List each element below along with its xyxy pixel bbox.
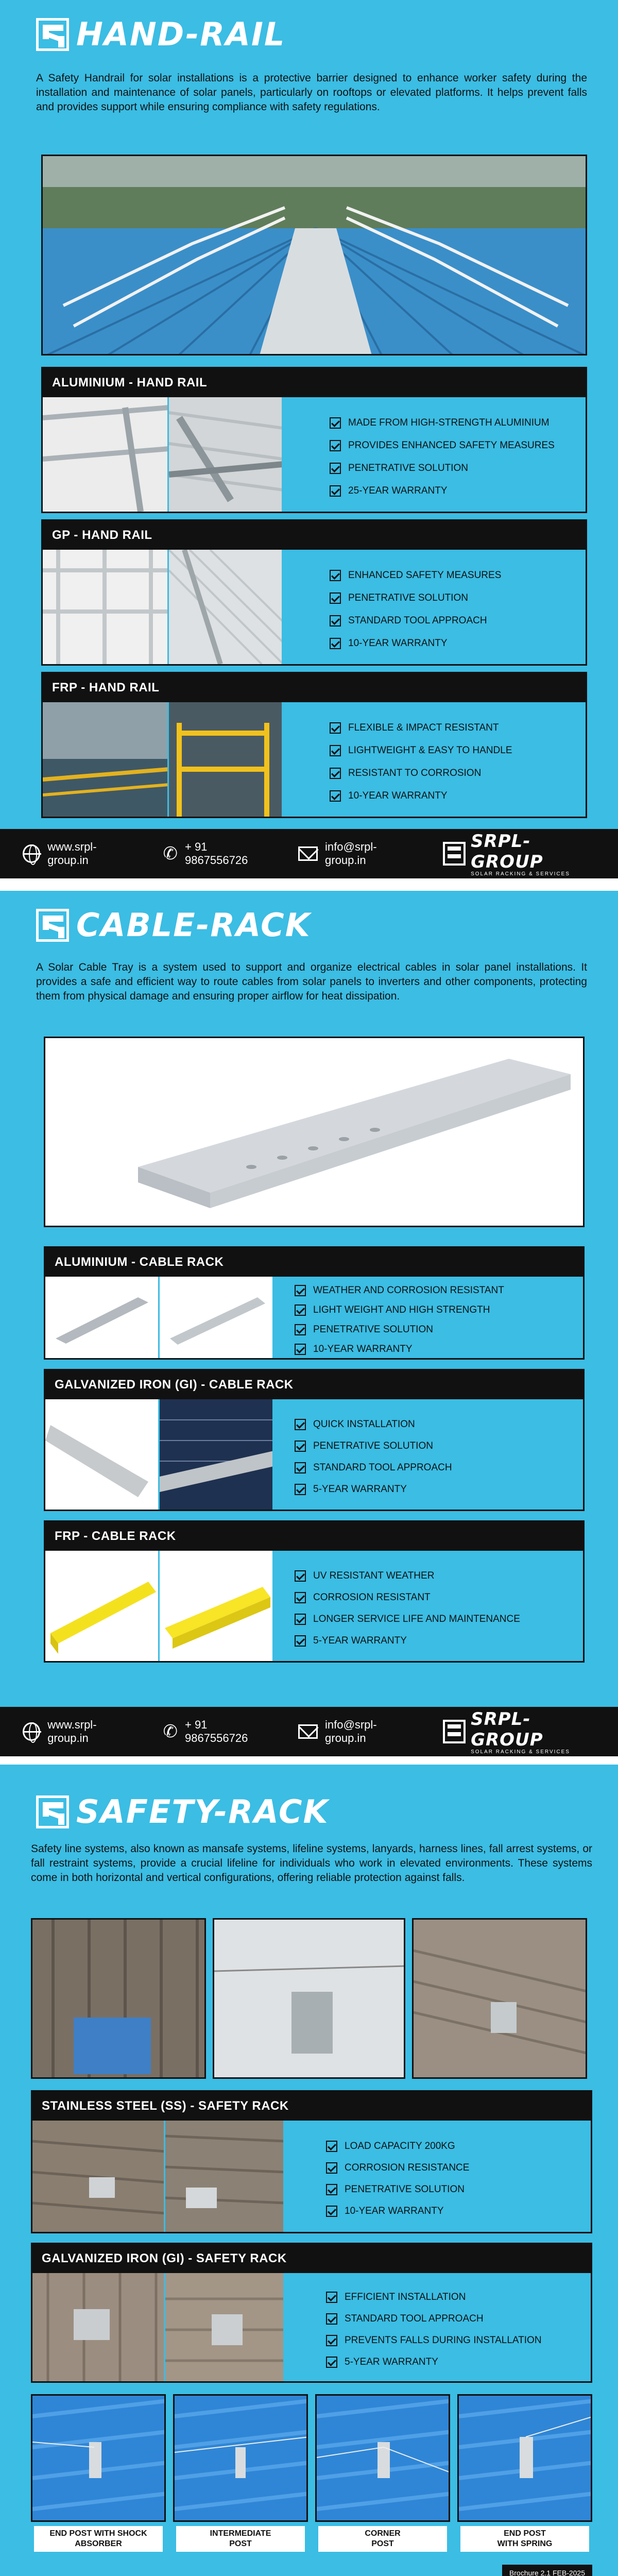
feature-text: 5-YEAR WARRANTY: [313, 1484, 407, 1495]
feature-text: CORROSION RESISTANCE: [345, 2162, 470, 2173]
feature-text: STANDARD TOOL APPROACH: [345, 2313, 484, 2324]
page-gap: [0, 878, 618, 891]
safetyrack-page: [0, 1765, 618, 2576]
page-title: SAFETY-RACK: [76, 1793, 329, 1831]
safety-photo-1: [31, 1918, 206, 2079]
brand-logo: [443, 831, 595, 877]
post-label-corner: [318, 2526, 447, 2552]
page-gap: [0, 1756, 618, 1765]
post-card-corner: [315, 2394, 450, 2522]
page-title: CABLE-RACK: [76, 906, 311, 944]
list-item: [295, 1419, 583, 1430]
feature-text: PENETRATIVE SOLUTION: [348, 463, 468, 473]
list-item: [295, 1285, 583, 1296]
list-item: [330, 592, 586, 604]
gi-safety-photo-2: [165, 2273, 285, 2381]
feature-text: PROVIDES ENHANCED SAFETY MEASURES: [348, 440, 555, 451]
feature-text: PENETRATIVE SOLUTION: [348, 592, 468, 603]
feature-text: WEATHER AND CORROSION RESISTANT: [313, 1285, 504, 1296]
page-footer: [0, 829, 618, 878]
checkbox-icon: [295, 1440, 306, 1452]
checkbox-icon: [326, 2184, 337, 2195]
list-item: [330, 638, 586, 649]
checkbox-icon: [330, 745, 341, 756]
list-item: [330, 417, 586, 429]
aluminium-rack-photo-2: [160, 1277, 274, 1358]
email-link[interactable]: [298, 1718, 412, 1745]
gi-rack-photo-1: [45, 1399, 160, 1510]
post-label-line: END POST: [504, 2529, 546, 2538]
website-link[interactable]: [23, 1718, 132, 1745]
feature-list: [283, 550, 586, 664]
gi-safety-photo-1: [32, 2273, 165, 2381]
feature-list: [285, 2273, 591, 2381]
post-label-line: WITH SPRING: [497, 2539, 553, 2548]
aluminium-rail-photo-2: [169, 397, 283, 512]
website-text: www.srpl-group.in: [47, 1718, 97, 1744]
feature-text: STANDARD TOOL APPROACH: [348, 615, 487, 626]
feature-text: EFFICIENT INSTALLATION: [345, 2292, 466, 2302]
checkbox-icon: [330, 722, 341, 734]
feature-list: [274, 1399, 583, 1510]
list-item: [295, 1324, 583, 1335]
srpl-logo-icon: [443, 842, 466, 866]
list-item: [330, 768, 586, 779]
feature-text: LONGER SERVICE LIFE AND MAINTENANCE: [313, 1614, 520, 1624]
frp-rack-photo-1: [45, 1551, 160, 1661]
checkbox-icon: [330, 440, 341, 451]
checkbox-icon: [326, 2335, 337, 2346]
list-item: [295, 1614, 583, 1625]
feature-text: LIGHT WEIGHT AND HIGH STRENGTH: [313, 1304, 490, 1315]
srpl-logo-icon: [36, 1795, 69, 1828]
section-aluminium-cable-rack: [44, 1246, 585, 1360]
feature-text: UV RESISTANT WEATHER: [313, 1570, 435, 1581]
srpl-logo-icon: [36, 909, 69, 942]
cablerack-page: [0, 891, 618, 1756]
list-item: [326, 2292, 591, 2303]
feature-text: 10-YEAR WARRANTY: [313, 1344, 413, 1354]
checkbox-icon: [330, 463, 341, 474]
list-item: [295, 1570, 583, 1582]
post-label-line: INTERMEDIATE: [210, 2529, 271, 2538]
checkbox-icon: [295, 1570, 306, 1582]
feature-text: CORROSION RESISTANT: [313, 1592, 431, 1603]
brochure-version-badge: Brochure 2.1 FEB-2025: [502, 2565, 592, 2576]
feature-text: 10-YEAR WARRANTY: [345, 2206, 444, 2216]
page-title: HAND-RAIL: [76, 15, 286, 53]
section-heading: ALUMINIUM - HAND RAIL: [43, 368, 586, 397]
globe-icon: [23, 1722, 40, 1741]
phone-link[interactable]: [163, 1718, 267, 1745]
checkbox-icon: [295, 1419, 306, 1430]
frp-rack-photo-2: [160, 1551, 274, 1661]
cable-tray-photo: [45, 1038, 585, 1227]
checkbox-icon: [330, 768, 341, 779]
section-heading: GALVANIZED IRON (GI) - CABLE RACK: [45, 1370, 583, 1399]
list-item: [295, 1484, 583, 1495]
list-item: [326, 2313, 591, 2325]
website-link[interactable]: [23, 840, 132, 867]
checkbox-icon: [326, 2206, 337, 2217]
ss-rack-photo-1: [32, 2121, 165, 2232]
checkbox-icon: [330, 592, 341, 604]
checkbox-icon: [330, 638, 341, 649]
post-label-end-shock: [34, 2526, 163, 2552]
brand-tagline: SOLAR RACKING & SERVICES: [471, 1749, 570, 1755]
feature-text: 5-YEAR WARRANTY: [313, 1635, 407, 1646]
feature-text: FLEXIBLE & IMPACT RESISTANT: [348, 722, 499, 733]
checkbox-icon: [295, 1484, 306, 1495]
feature-text: ENHANCED SAFETY MEASURES: [348, 570, 502, 581]
post-card-end-spring: [457, 2394, 592, 2522]
phone-text: + 91 9867556726: [184, 840, 248, 867]
checkbox-icon: [330, 485, 341, 497]
feature-text: PENETRATIVE SOLUTION: [345, 2184, 465, 2195]
list-item: [330, 485, 586, 497]
gp-rail-photo-1: [43, 550, 169, 664]
phone-icon: ✆: [163, 844, 178, 863]
post-card-end-shock: [31, 2394, 166, 2522]
website-text: www.srpl-group.in: [47, 840, 97, 867]
list-item: [330, 790, 586, 802]
ss-rack-photo-2: [165, 2121, 285, 2232]
intro-paragraph: Safety line systems, also known as mansafe systems, lifeline systems, lanyards, harness lines, fall arrest systems, or fall restraint systems, provide a crucial lifeline for individuals who work in elevated environments. These systems come in both horizontal and vertical configurations, offering reliable protection against falls.: [31, 1843, 592, 1884]
checkbox-icon: [295, 1614, 306, 1625]
safety-photo-2: [213, 1918, 405, 2079]
feature-text: STANDARD TOOL APPROACH: [313, 1462, 452, 1473]
list-item: [330, 463, 586, 474]
post-label-line: END POST WITH SHOCK: [49, 2529, 147, 2538]
handrail-title-row: [36, 15, 285, 53]
list-item: [330, 615, 586, 626]
list-item: [326, 2184, 591, 2195]
checkbox-icon: [295, 1285, 306, 1296]
section-heading: ALUMINIUM - CABLE RACK: [45, 1248, 583, 1277]
feature-text: LIGHTWEIGHT & EASY TO HANDLE: [348, 745, 512, 756]
feature-list: [283, 702, 586, 817]
post-label-line: POST: [371, 2539, 394, 2548]
feature-list: [283, 397, 586, 512]
checkbox-icon: [326, 2162, 337, 2174]
checkbox-icon: [295, 1462, 306, 1473]
feature-text: PENETRATIVE SOLUTION: [313, 1324, 433, 1335]
cablerack-title-row: [36, 906, 311, 944]
email-link[interactable]: [298, 840, 412, 867]
brand-logo: [443, 1709, 595, 1755]
hero-image: [41, 155, 587, 355]
mail-icon: [298, 1724, 318, 1739]
list-item: [295, 1304, 583, 1316]
aluminium-rail-photo-1: [43, 397, 169, 512]
list-item: [326, 2335, 591, 2346]
section-aluminium-hand-rail: [41, 367, 587, 513]
srpl-logo-icon: [443, 1720, 466, 1743]
page-footer: [0, 1707, 618, 1756]
aluminium-rack-photo-1: [45, 1277, 160, 1358]
frp-rail-photo-1: [43, 702, 169, 817]
feature-text: 10-YEAR WARRANTY: [348, 638, 448, 649]
mail-icon: [298, 846, 318, 861]
feature-text: PREVENTS FALLS DURING INSTALLATION: [345, 2335, 542, 2346]
globe-icon: [23, 844, 40, 863]
feature-text: 25-YEAR WARRANTY: [348, 485, 448, 496]
safetyrack-title-row: [36, 1793, 329, 1831]
list-item: [295, 1344, 583, 1355]
brand-name: SRPL-GROUP: [471, 1708, 543, 1750]
section-heading: FRP - CABLE RACK: [45, 1522, 583, 1551]
section-gi-safety-rack: [31, 2243, 592, 2383]
list-item: [326, 2206, 591, 2217]
post-label-line: POST: [229, 2539, 252, 2548]
checkbox-icon: [330, 615, 341, 626]
list-item: [330, 440, 586, 451]
list-item: [330, 722, 586, 734]
list-item: [295, 1440, 583, 1452]
section-gp-hand-rail: [41, 519, 587, 666]
srpl-logo-icon: [36, 18, 69, 51]
phone-icon: ✆: [163, 1722, 178, 1741]
section-gi-cable-rack: [44, 1369, 585, 1511]
feature-list: [274, 1551, 583, 1661]
feature-text: QUICK INSTALLATION: [313, 1419, 415, 1430]
feature-text: RESISTANT TO CORROSION: [348, 768, 482, 778]
list-item: [295, 1592, 583, 1603]
list-item: [326, 2141, 591, 2152]
intro-paragraph: A Solar Cable Tray is a system used to support and organize electrical cables in solar panel installations. It provides a safe and efficient way to route cables from solar panels to inverters and other components, protecting them from physical damage and ensuring proper airflow for heat dissipation.: [36, 961, 587, 1002]
post-card-intermediate: [173, 2394, 308, 2522]
email-text: info@srpl-group.in: [325, 840, 377, 867]
frp-rail-photo-2: [169, 702, 283, 817]
section-heading: GALVANIZED IRON (GI) - SAFETY RACK: [32, 2244, 591, 2273]
section-heading: GP - HAND RAIL: [43, 521, 586, 550]
feature-text: LOAD CAPACITY 200KG: [345, 2141, 455, 2151]
section-heading: STAINLESS STEEL (SS) - SAFETY RACK: [32, 2092, 591, 2121]
list-item: [295, 1635, 583, 1647]
phone-link[interactable]: [163, 840, 267, 867]
checkbox-icon: [326, 2313, 337, 2325]
checkbox-icon: [295, 1635, 306, 1647]
checkbox-icon: [326, 2357, 337, 2368]
email-text: info@srpl-group.in: [325, 1718, 377, 1744]
checkbox-icon: [330, 417, 341, 429]
intro-paragraph: A Safety Handrail for solar installations is a protective barrier designed to enhance worker safety during the installation and maintenance of solar panels, particularly on rooftops or elevated platforms. It helps prevent falls and provides support while ensuring compliance with safety regulations.: [36, 72, 587, 113]
feature-list: [274, 1277, 583, 1358]
post-label-line: CORNER: [365, 2529, 401, 2538]
feature-list: [285, 2121, 591, 2232]
brand-tagline: SOLAR RACKING & SERVICES: [471, 871, 570, 877]
post-label-intermediate: [176, 2526, 305, 2552]
gi-rack-photo-2: [160, 1399, 274, 1510]
feature-text: PENETRATIVE SOLUTION: [313, 1440, 433, 1451]
checkbox-icon: [326, 2141, 337, 2152]
list-item: [330, 570, 586, 581]
list-item: [326, 2162, 591, 2174]
checkbox-icon: [295, 1324, 306, 1335]
phone-text: + 91 9867556726: [184, 1718, 248, 1744]
safety-photo-3: [412, 1918, 587, 2079]
feature-text: MADE FROM HIGH-STRENGTH ALUMINIUM: [348, 417, 550, 428]
checkbox-icon: [330, 790, 341, 802]
gp-rail-photo-2: [169, 550, 283, 664]
checkbox-icon: [295, 1344, 306, 1355]
checkbox-icon: [330, 570, 341, 581]
rooftop-handrail-photo: [43, 156, 587, 355]
section-frp-cable-rack: [44, 1520, 585, 1663]
list-item: [326, 2357, 591, 2368]
hero-image: [44, 1037, 585, 1227]
section-heading: FRP - HAND RAIL: [43, 673, 586, 702]
section-frp-hand-rail: [41, 672, 587, 818]
list-item: [330, 745, 586, 756]
checkbox-icon: [295, 1592, 306, 1603]
brand-name: SRPL-GROUP: [471, 831, 543, 872]
handrail-page: [0, 0, 618, 878]
section-ss-safety-rack: [31, 2090, 592, 2233]
checkbox-icon: [326, 2292, 337, 2303]
post-label-end-spring: [460, 2526, 589, 2552]
feature-text: 5-YEAR WARRANTY: [345, 2357, 438, 2367]
checkbox-icon: [295, 1304, 306, 1316]
feature-text: 10-YEAR WARRANTY: [348, 790, 448, 801]
post-label-line: ABSORBER: [75, 2539, 122, 2548]
list-item: [295, 1462, 583, 1473]
